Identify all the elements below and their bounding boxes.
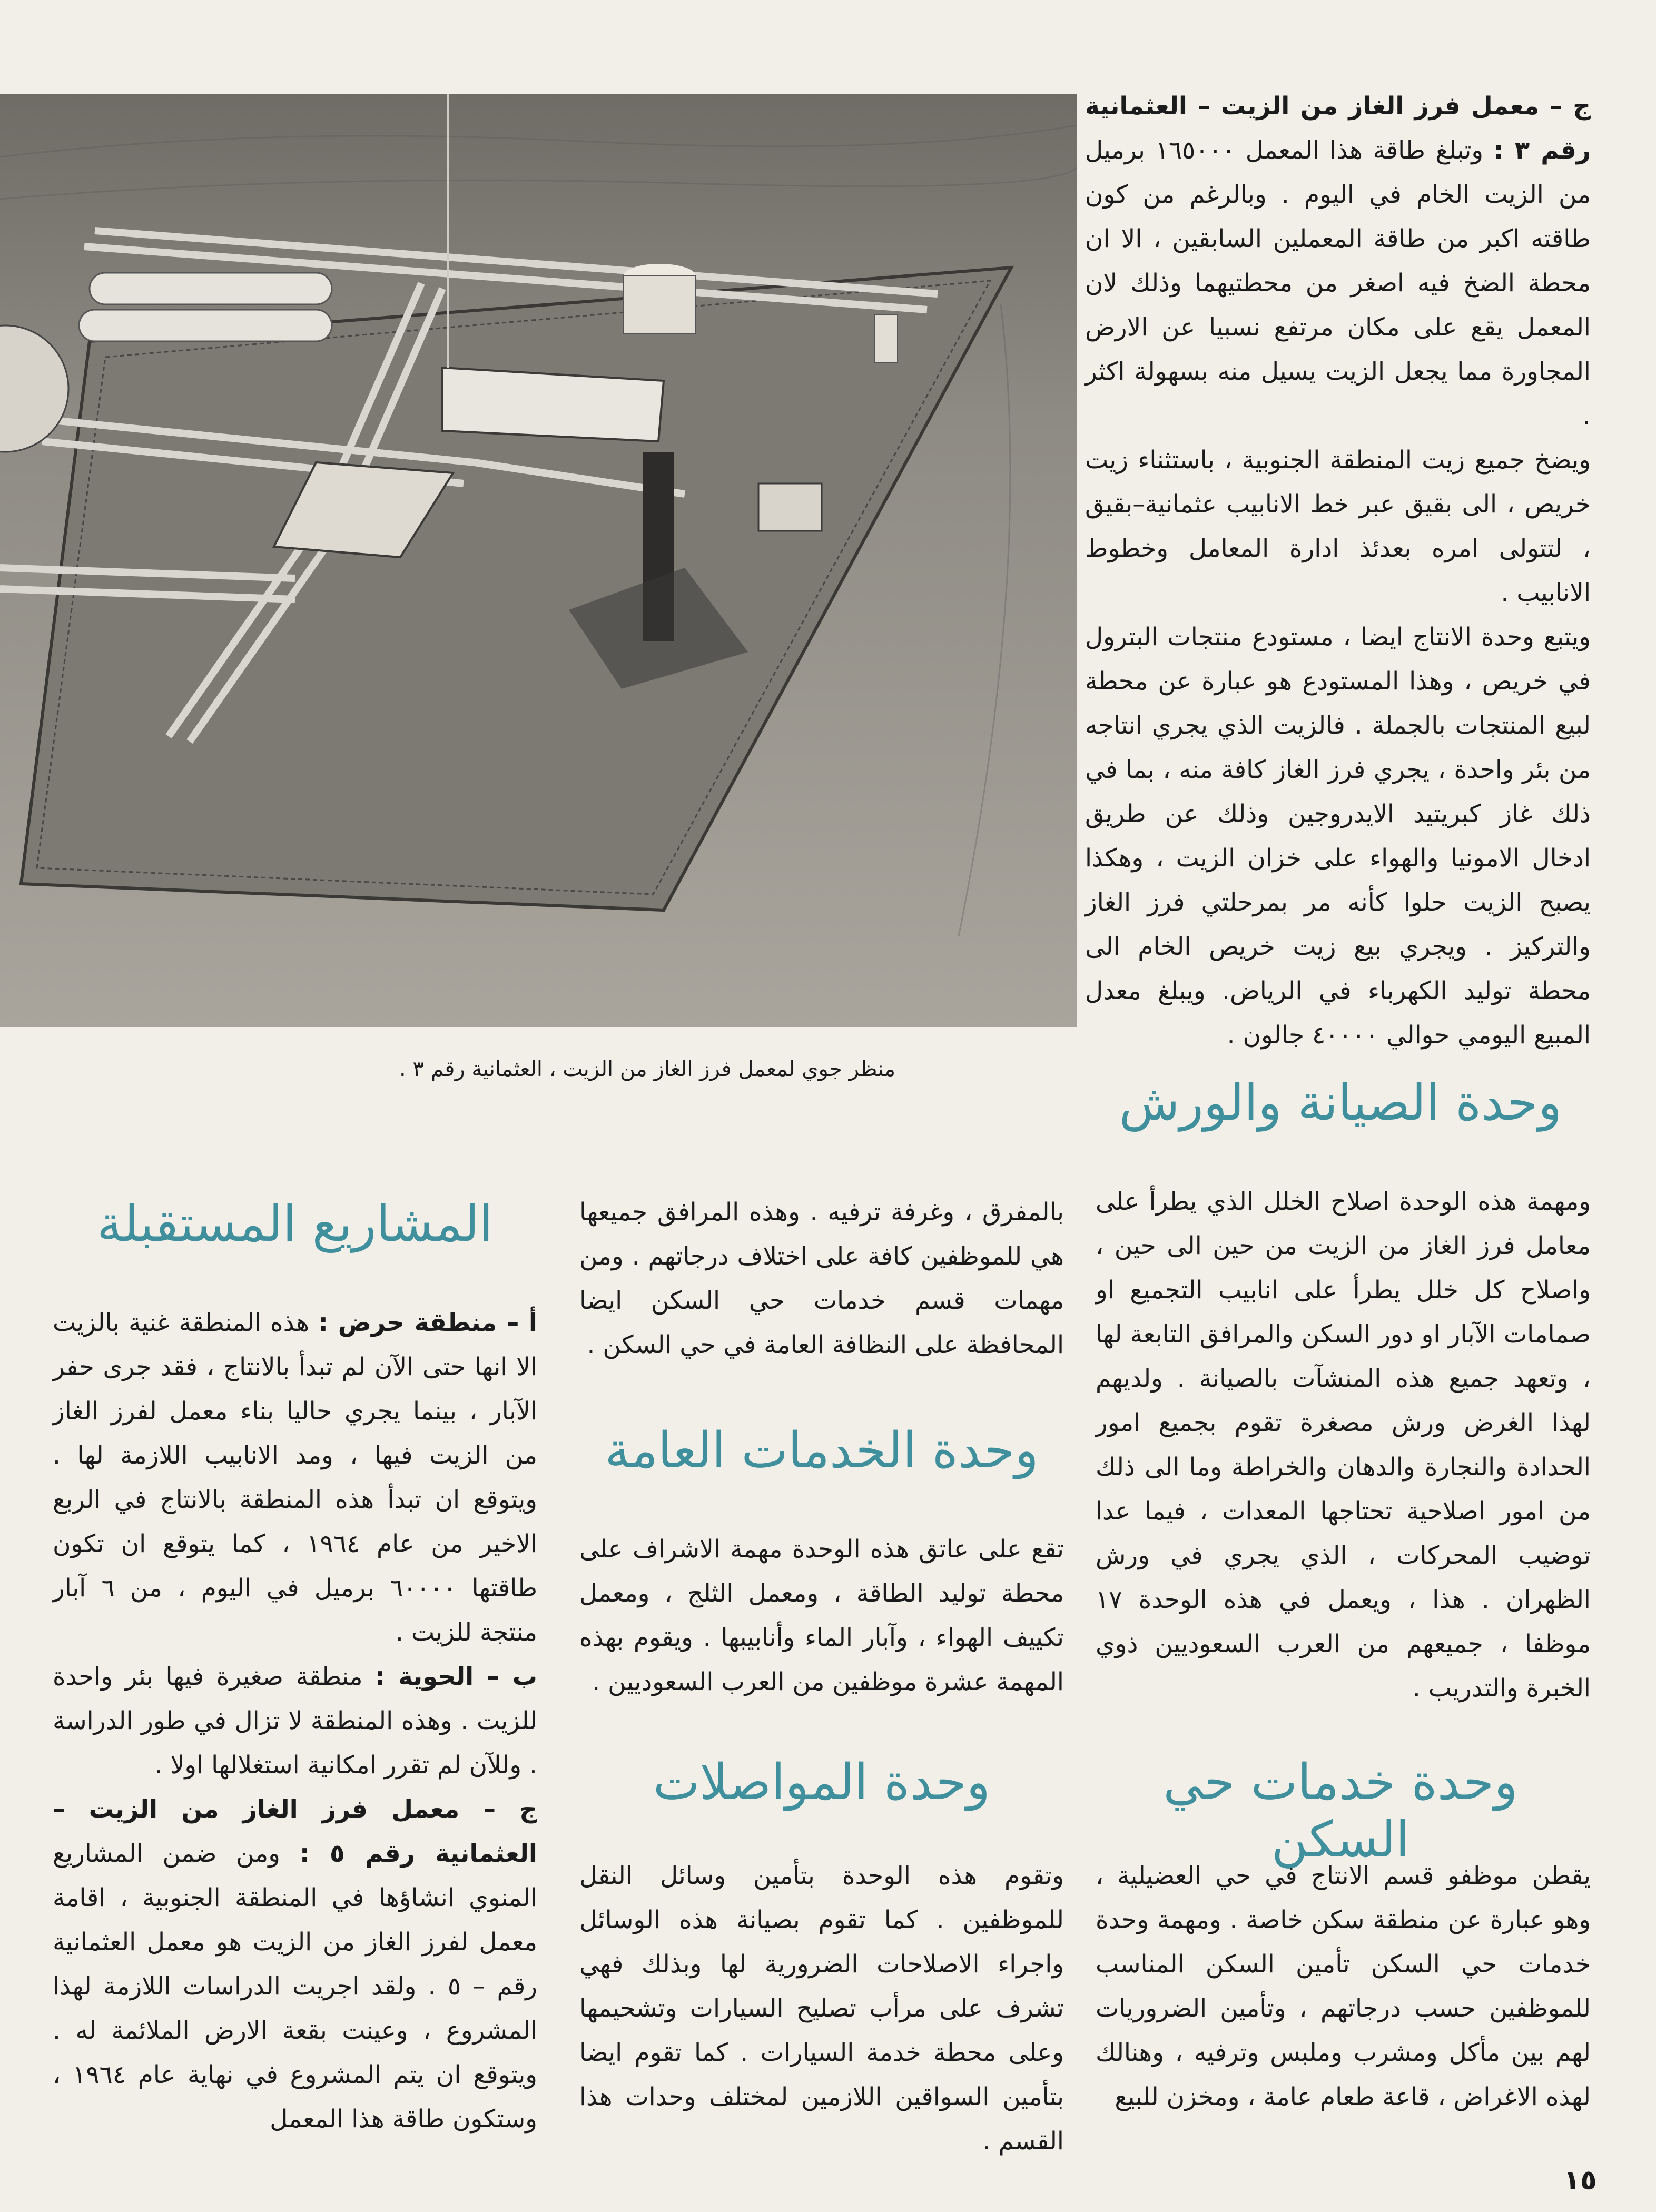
future-c-lead: ج – معمل فرز الغاز من الزيت – العثمانية رقم ٥ : — [53, 1795, 537, 1868]
housing-column — [1096, 1854, 1591, 2119]
paragraph — [1085, 84, 1591, 438]
general-services-body: تقع على عاتق هذه الوحدة مهمة الاشراف على محطة توليد الطاقة ، ومعمل الثلج ، ومعمل تكييف الهواء ، وآبار الماء وأنابيبها . ويقوم بهذه المهمة عشرة موظفين من العرب السعوديين . — [579, 1535, 1064, 1696]
paragraph: ويضخ جميع زيت المنطقة الجنوبية ، باستثناء زيت خريص ، الى بقيق عبر خط الانابيب عثمانية–بقيق ، لتتولى امره بعدئذ ادارة المعامل وخطوط الانابيب . — [1085, 446, 1591, 607]
middle-column-top — [579, 1190, 1064, 1367]
future-a-lead: أ – منطقة حرض : — [318, 1308, 537, 1337]
aerial-photo — [0, 94, 1077, 1027]
middle-continuation: بالمفرق ، وغرفة ترفيه . وهذه المرافق جميعها هي للموظفين كافة على اختلاف درجاتهم . ومن مهمات قسم خدمات حي السكن ايضا المحافظة على النظافة العامة في حي السكن . — [579, 1198, 1064, 1359]
maintenance-body: ومهمة هذه الوحدة اصلاح الخلل الذي يطرأ على معامل فرز الغاز من الزيت من حين الى حين ، واصلاح كل خلل يطرأ على انابيب التجميع او صمامات الآبار او دور السكن والمرافق التابعة لها ، وتعهد جميع هذه المنشآت بالصيانة . ولديهم لهذا الغرض ورش مصغرة تقوم بجميع امور الحدادة والنجارة والدهان والخراطة وما الى ذلك من امور اصلاحية تحتاجها المعدات ، فيما عدا توضيب المحركات ، الذي يجري في ورش الظهران . هذا ، ويعمل في هذه الوحدة ١٧ موظفا ، جميعهم من العرب السعوديين ذوي الخبرة والتدريب . — [1096, 1187, 1591, 1703]
right-bottom-column — [1096, 1180, 1591, 1711]
page-number: ١٥ — [1563, 2165, 1597, 2196]
heading-maintenance: وحدة الصيانة والورش — [1119, 1074, 1562, 1132]
right-top-column — [1085, 84, 1591, 1058]
section-lead: ج – معمل فرز الغاز من الزيت – العثمانية رقم ٣ : — [1085, 92, 1591, 165]
paragraph: ويتبع وحدة الانتاج ايضا ، مستودع منتجات البترول في خريص ، وهذا المستودع هو عبارة عن محطة لبيع المنتجات بالجملة . فالزيت الذي يجري انتاجه من بئر واحدة ، يجري فرز الغاز كافة منه ، بما في ذلك غاز كبريتيد الايدروجين وذلك عن طريق ادخال الامونيا والهواء على خزان الزيت ، وهكذا يصبح الزيت حلوا كأنه مر بمرحلتي فرز الغاز والتركيز . ويجري بيع زيت خريص الخام الى محطة توليد الكهرباء في الرياض. ويبلغ معدل المبيع اليومي حوالي ٤٠٠٠٠ جالون . — [1085, 623, 1591, 1050]
transport-body: وتقوم هذه الوحدة بتأمين وسائل النقل للموظفين . كما تقوم بصيانة هذه الوسائل واجراء الاصلاحات الضرورية لها وبذلك فهي تشرف على مرأب تصليح السيارات وتشحيمها وعلى محطة خدمة السيارات . كما تقوم ايضا بتأمين السواقين اللازمين لمختلف وحدات هذا القسم . — [579, 1861, 1064, 2156]
left-column — [53, 1301, 537, 2141]
heading-future-projects: المشاريع المستقبلة — [97, 1196, 493, 1253]
future-item-a — [53, 1301, 537, 1655]
future-a-text: هذه المنطقة غنية بالزيت الا انها حتى الآن لم تبدأ بالانتاج ، فقد جرى حفر الآبار ، بينما يجري حاليا بناء معمل لفرز الغاز من الزيت فيها ، ومد الانابيب اللازمة لها . ويتوقع ان تبدأ هذه المنطقة بالانتاج في الربع الاخير من عام ١٩٦٤ ، كما يتوقع ان تكون طاقتها ٦٠٠٠٠ برميل في اليوم ، من ٦ آبار منتجة للزيت . — [53, 1308, 537, 1647]
future-b-lead: ب – الحوية : — [375, 1662, 537, 1691]
housing-body: يقطن موظفو قسم الانتاج في حي العضيلية ، وهو عبارة عن منطقة سكن خاصة . ومهمة وحدة خدمات حي السكن تأمين السكن المناسب للموظفين حسب درجاتهم ، وتأمين الضروريات لهم بين مأكل ومشرب وملبس وترفيه ، وهنالك لهذه الاغراض ، قاعة طعام عامة ، ومخزن للبيع — [1096, 1861, 1591, 2111]
photo-caption: منظر جوي لمعمل فرز الغاز من الزيت ، العثمانية رقم ٣ . — [399, 1057, 895, 1081]
paragraph-text: وتبلغ طاقة هذا المعمل ١٦٥٠٠٠ برميل من الزيت الخام في اليوم . وبالرغم من كون طاقته اكبر من طاقة المعملين السابقين ، الا ان محطة الضخ فيه اصغر من محطتيهما وذلك لان المعمل يقع على مكان مرتفع نسبيا عن الارض المجاورة مما يجعل الزيت يسيل منه بسهولة اكثر . — [1085, 136, 1591, 430]
future-item-c — [53, 1788, 537, 2141]
future-b-text: منطقة صغيرة فيها بئر واحدة للزيت . وهذه المنطقة لا تزال في طور الدراسة . وللآن لم تقرر امكانية استغلالها اولا . — [53, 1662, 537, 1780]
general-services-column — [579, 1527, 1064, 1704]
future-item-b — [53, 1655, 537, 1788]
heading-housing: وحدة خدمات حي السكن — [1163, 1754, 1518, 1869]
transport-column — [579, 1854, 1064, 2164]
heading-transport: وحدة المواصلات — [653, 1754, 991, 1811]
future-c-text: ومن ضمن المشاريع المنوي انشاؤها في المنطقة الجنوبية ، اقامة معمل لفرز الغاز من الزيت هو معمل العثمانية رقم – ٥ . ولقد اجريت الدراسات اللازمة لهذا المشروع ، وعينت بقعة الارض الملائمة له . ويتوقع ان يتم المشروع في نهاية عام ١٩٦٤ ، وستكون طاقة هذا المعمل — [53, 1839, 537, 2134]
heading-general-services: وحدة الخدمات العامة — [605, 1422, 1039, 1479]
